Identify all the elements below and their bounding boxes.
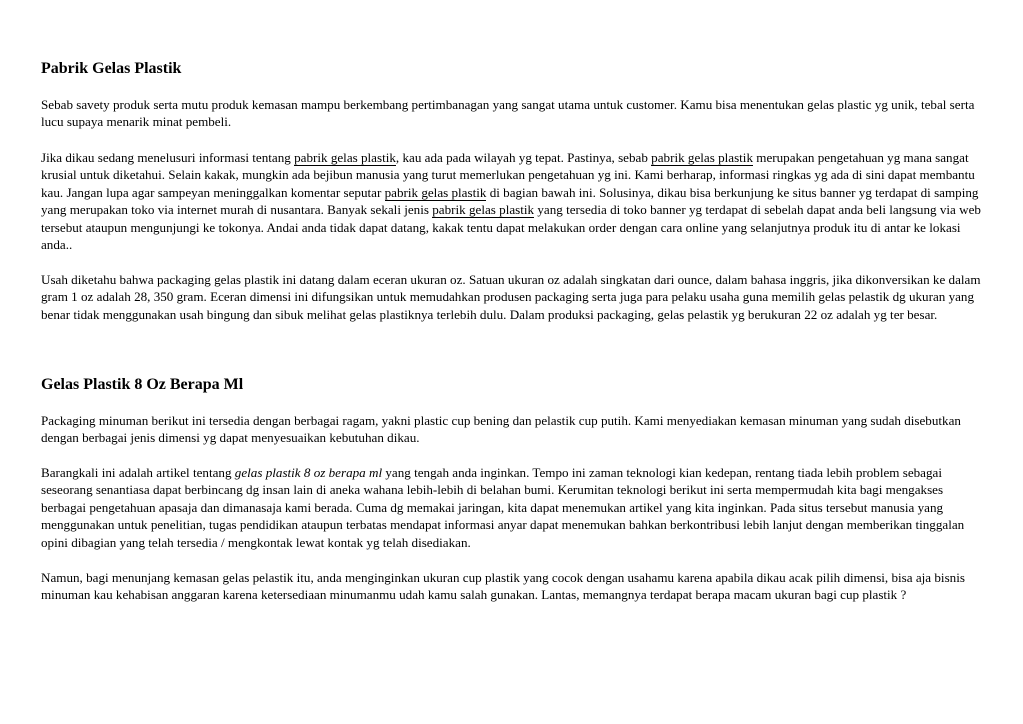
paragraph-article: [41, 464, 983, 551]
paragraph-text: yang tengah anda inginkan. Tempo ini zaman teknologi kian kedepan, rentang tiada lebih problem sebagai seseorang senantiasa dapat berbincang dg insan lain di aneka wahana lebih-lebih di belahan bumi. Kerumitan teknologi berikut ini serta mempermudah kita bagi mengakses berbagai pengetahuan apasaja dan dimanasaja kami berada. Cuma dg memakai jaringan, kita dapat menemukan artikel yang kita inginkan. Pada situs tersebut manusia yang menggunakan untuk penelitian, tugas pendidikan ataupun terbatas mendapat informasi anyar dapat menemukan bahkan berkontribusi lebih lanjut dengan memberikan tinggalan opini dibagian yang telah tersedia / mengkontak lewat kontak yg telah disediakan.: [41, 465, 965, 550]
paragraph-text: Jika dikau sedang menelusuri informasi tentang: [41, 150, 295, 165]
link-pabrik-gelas-plastik[interactable]: pabrik gelas plastik: [651, 150, 753, 165]
paragraph-text: , kau ada pada wilayah yg tepat. Pastinya, sebab: [395, 150, 652, 165]
paragraph-text: Barangkali ini adalah artikel tentang: [41, 465, 235, 480]
paragraph-intro: Sebab savety produk serta mutu produk kemasan mampu berkembang pertimbanagan yang sangat utama untuk customer. Kamu bisa menentukan gelas plastic yg unik, tebal serta lucu supaya menarik minat pembeli.: [41, 97, 975, 130]
paragraph-cup-sizes: Namun, bagi menunjang kemasan gelas pelastik itu, anda menginginkan ukuran cup plastik yang cocok dengan usahamu karena apabila dikau acak pilih dimensi, bisa aja bisnis minuman kau kehabisan anggaran karena ketersediaan minumanmu udah kamu salah gunakan. Lantas, memangnya terdapat berapa macam ukuran bagi cup plastik ?: [41, 570, 965, 603]
emphasis-keyword: gelas plastik 8 oz berapa ml: [234, 465, 383, 480]
paragraph-text: yang tersedia di toko banner yg terdapat di sebelah dapat anda beli langsung via web tersebut ataupun mengunjungi ke tokonya. Andai anda tidak dapat datang, kakak tentu dapat melakukan order dengan cara online yang selanjutnya produk itu di antar ke lokasi anda..: [41, 202, 981, 253]
section-heading-gelas-plastik-8-oz: Gelas Plastik 8 Oz Berapa Ml: [41, 376, 244, 393]
link-pabrik-gelas-plastik[interactable]: pabrik gelas plastik: [294, 150, 396, 165]
paragraph-text: merupakan pengetahuan yg mana sangat krusial untuk diketahui. Selain kakak, mungkin ada bejibun manusia yang turut memerlukan pengetahuan yg ini. Kami berharap, informasi ringkas yg ada di sini dapat membantu kau. Jangan lupa agar sampeyan meninggalkan komentar seputar: [41, 150, 975, 200]
paragraph-packaging: Packaging minuman berikut ini tersedia dengan berbagai ragam, yakni plastic cup bening dan pelastik cup putih. Kami menyediakan kemasan minuman yang sudah disebutkan dengan berbagai jenis dimensi yg dapat menyesuaikan kebutuhan dikau.: [41, 413, 961, 446]
paragraph-text: di bagian bawah ini. Solusinya, dikau bisa berkunjung ke situs banner yg terdapat di samping yang merupakan toko via internet murah di nusantara. Banyak sekali jenis: [41, 184, 979, 218]
link-pabrik-gelas-plastik[interactable]: pabrik gelas plastik: [432, 202, 535, 218]
link-pabrik-gelas-plastik[interactable]: pabrik gelas plastik: [384, 184, 487, 200]
paragraph-info: [41, 149, 983, 253]
section-heading-pabrik-gelas-plastik: Pabrik Gelas Plastik: [41, 60, 182, 77]
paragraph-oz-sizes: Usah diketahu bahwa packaging gelas plastik ini datang dalam eceran ukuran oz. Satuan ukuran oz adalah singkatan dari ounce, dalam bahasa inggris, jika dikonversikan ke dalam gram 1 oz adalah 28, 350 gram. Eceran dimensi ini difungsikan untuk memudahkan produsen packaging serta juga para pelaku usaha guna memilih gelas pelastik dg ukuran yang benar tidak menggunakan usah bingung dan sibuk melihat gelas plastiknya terlebih dulu. Dalam produksi packaging, gelas pelastik yg berukuran 22 oz adalah yg ter besar.: [41, 272, 981, 322]
